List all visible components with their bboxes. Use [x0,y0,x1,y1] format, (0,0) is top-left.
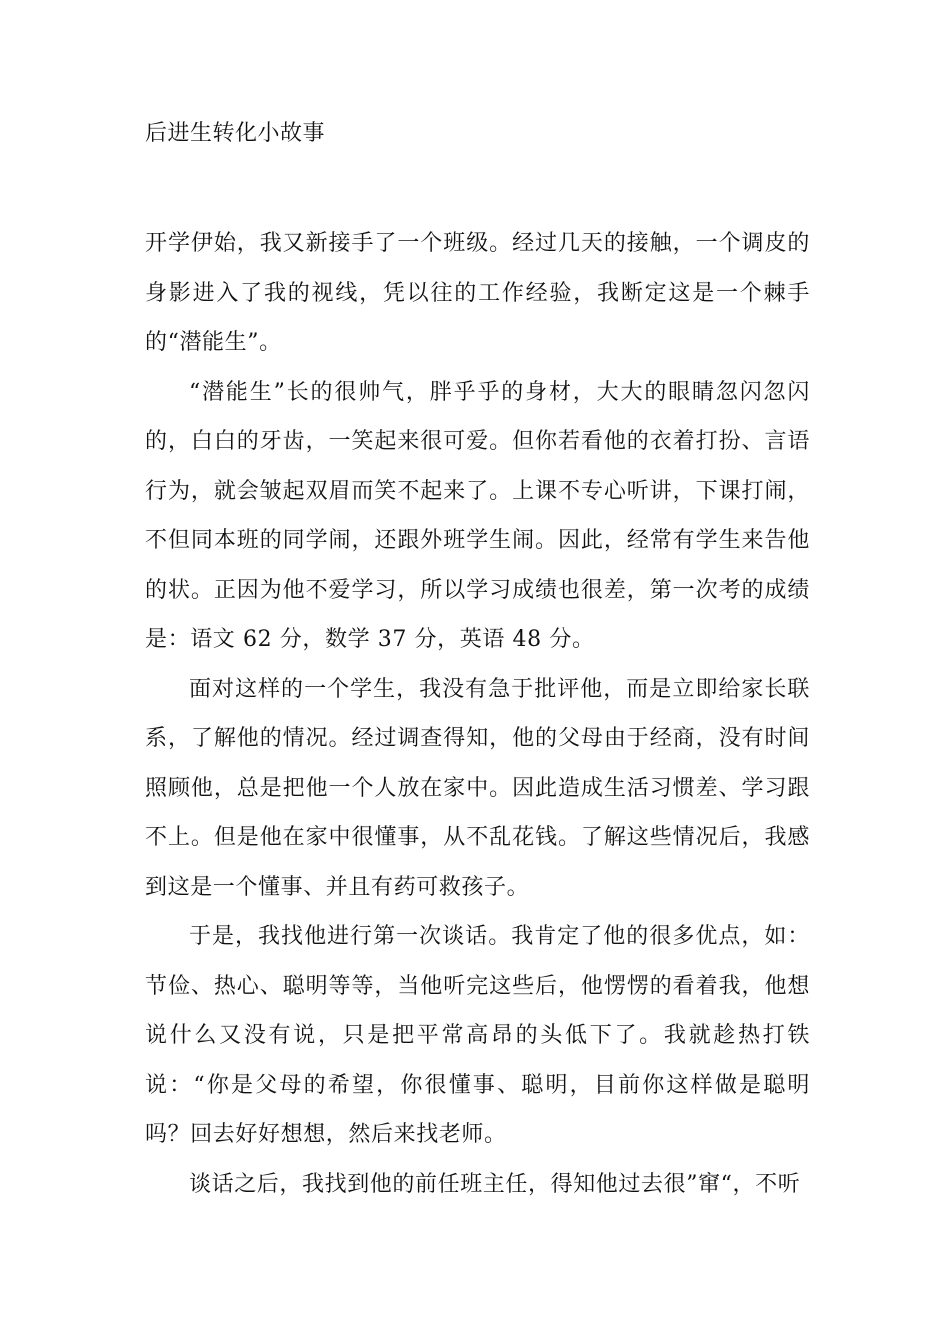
paragraph-5: 谈话之后，我找到他的前任班主任，得知他过去很”窜“，不听 [189,1171,801,1197]
paragraph-1: 开学伊始，我又新接手了一个班级。经过几天的接触，一个调皮的身影进入了我的视线，凭以往的工作经验，我断定这是一个棘手的“潜能生”。 [145,231,810,355]
document-body [145,219,810,1209]
paragraph-4: 于是，我找他进行第一次谈话。我肯定了他的很多优点，如：节俭、热心、聪明等等，当他听完这些后，他愣愣的看着我，他想说什么又没有说，只是把平常高昂的头低下了。我就趁热打铁说：“你是父母的希望，你很懂事、聪明，目前你这样做是聪明吗？回去好好想想，然后来找老师。 [145,924,810,1147]
paragraph-2: “潜能生”长的很帅气，胖乎乎的身材，大大的眼睛忽闪忽闪的，白白的牙齿，一笑起来很可爱。但你若看他的衣着打扮、言语行为，就会皱起双眉而笑不起来了。上课不专心听讲，下课打闹，不但同本班的同学闹，还跟外班学生闹。因此，经常有学生来告他的状。正因为他不爱学习，所以学习成绩也很差，第一次考的成绩是：语文 62 分，数学 37 分，英语 48 分。 [145,379,810,652]
document-title: 后进生转化小故事 [145,121,326,146]
paragraph-3: 面对这样的一个学生，我没有急于批评他，而是立即给家长联系，了解他的情况。经过调查得知，他的父母由于经商，没有时间照顾他，总是把他一个人放在家中。因此造成生活习惯差、学习跟不上。但是他在家中很懂事，从不乱花钱。了解这些情况后，我感到这是一个懂事、并且有药可救孩子。 [145,676,810,900]
